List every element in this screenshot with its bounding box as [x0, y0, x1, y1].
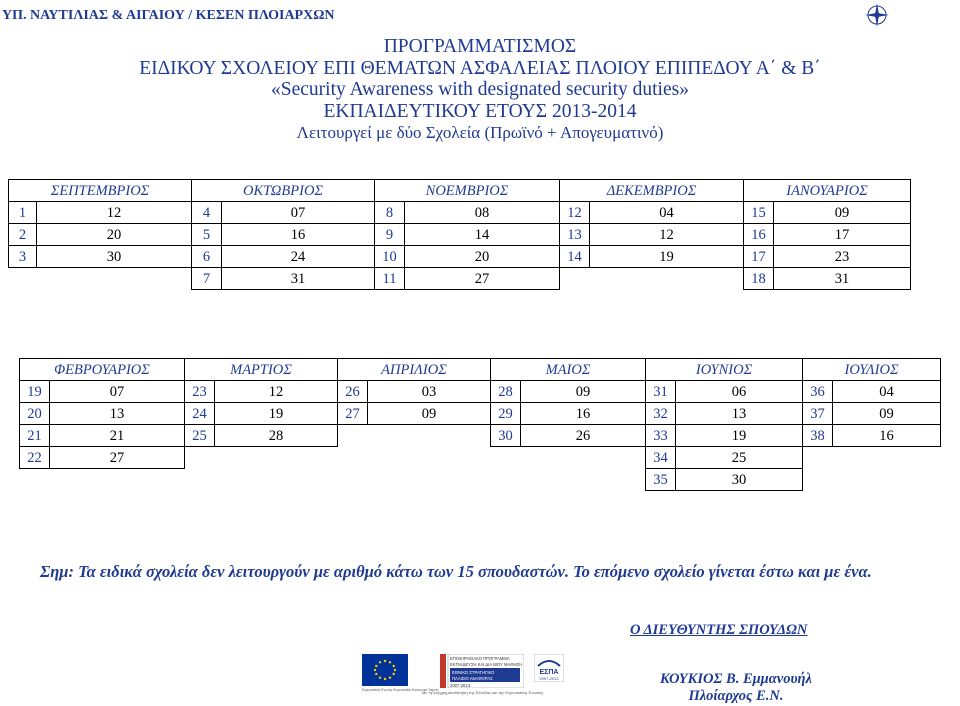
school-number-cell: 31 — [646, 381, 676, 403]
start-date-cell: 28 — [215, 425, 338, 447]
empty-cell — [338, 425, 491, 447]
schedule-table-feb-jul — [19, 358, 941, 491]
table-row — [20, 447, 941, 469]
title-line: ΕΚΠΑΙΔΕΥΤΙΚΟΥ ΕΤΟΥΣ 2013-2014 — [323, 100, 637, 122]
month-header: ΣΕΠΤΕΜΒΡΙΟΣ — [9, 180, 192, 202]
school-number-cell: 29 — [491, 403, 521, 425]
start-date-cell: 09 — [833, 403, 941, 425]
table-row — [9, 202, 911, 224]
month-header: ΙΟΥΛΙΟΣ — [803, 359, 941, 381]
schedule-table-sep-jan — [8, 179, 911, 290]
school-number-cell: 21 — [20, 425, 50, 447]
school-number-cell: 24 — [185, 403, 215, 425]
school-number-cell: 30 — [491, 425, 521, 447]
school-number-cell: 15 — [744, 202, 774, 224]
start-date-cell: 16 — [222, 224, 375, 246]
month-header: ΦΕΒΡΟΥΑΡΙΟΣ — [20, 359, 185, 381]
start-date-cell: 09 — [774, 202, 911, 224]
school-number-cell: 6 — [192, 246, 222, 268]
month-header: ΙΟΥΝΙΟΣ — [646, 359, 803, 381]
month-header: ΑΠΡΙΛΙΟΣ — [338, 359, 491, 381]
programme-line: ΕΘΝΙΚΟ ΣΤΡΑΤΗΓΙΚΟ — [452, 670, 495, 675]
school-number-cell: 17 — [744, 246, 774, 268]
start-date-cell: 25 — [676, 447, 803, 469]
signatory-name: ΚΟΥΚΙΟΣ Β. Εμμανουήλ — [660, 671, 812, 687]
compass-rose-logo-icon — [864, 2, 890, 28]
start-date-cell: 08 — [405, 202, 560, 224]
programme-line: ΕΠΙΧΕΙΡΗΣΙΑΚΟ ΠΡΟΓΡΑΜΜΑ — [450, 656, 510, 661]
start-date-cell: 30 — [676, 469, 803, 491]
start-date-cell: 27 — [50, 447, 185, 469]
start-date-cell: 16 — [521, 403, 646, 425]
title-line: ΠΡΟΓΡΑΜΜΑΤΙΣΜΟΣ — [383, 36, 577, 57]
school-number-cell: 5 — [192, 224, 222, 246]
empty-cell — [20, 469, 646, 491]
start-date-cell: 19 — [215, 403, 338, 425]
empty-cell — [560, 268, 744, 290]
programme-caption: Με τη συγχρηματοδότηση της Ελλάδας και της Ευρωπαϊκής Ένωσης — [422, 690, 544, 695]
start-date-cell: 23 — [774, 246, 911, 268]
footnote: Σημ: Τα ειδικά σχολεία δεν λειτουργούν με αριθμό κάτω των 15 σπουδαστών. Το επόμενο σχολείο γίνεται έστω και με ένα. — [40, 562, 872, 581]
school-number-cell: 10 — [375, 246, 405, 268]
eu-flag-icon — [362, 654, 408, 686]
school-number-cell: 37 — [803, 403, 833, 425]
empty-cell — [803, 447, 941, 469]
school-number-cell: 16 — [744, 224, 774, 246]
signatory-rank: Πλοίαρχος Ε.Ν. — [688, 688, 784, 704]
table-row — [20, 403, 941, 425]
funding-logo-strip — [362, 652, 572, 698]
programme-line: ΠΛΑΙΣΙΟ ΑΝΑΦΟΡΑΣ — [452, 676, 493, 681]
school-number-cell: 28 — [491, 381, 521, 403]
start-date-cell: 17 — [774, 224, 911, 246]
eu-caption: Ευρωπαϊκή Ένωση Ευρωπαϊκό Κοινωνικό Ταμείο — [362, 688, 439, 692]
title-line: «Security Awareness with designated security duties» — [271, 79, 689, 100]
start-date-cell: 04 — [833, 381, 941, 403]
start-date-cell: 04 — [590, 202, 744, 224]
school-number-cell: 36 — [803, 381, 833, 403]
school-number-cell: 20 — [20, 403, 50, 425]
espa-logo-icon — [534, 654, 564, 682]
school-number-cell: 4 — [192, 202, 222, 224]
operational-programme-logo-icon — [440, 654, 524, 688]
school-number-cell: 8 — [375, 202, 405, 224]
school-number-cell: 32 — [646, 403, 676, 425]
school-number-cell: 9 — [375, 224, 405, 246]
school-number-cell: 26 — [338, 381, 368, 403]
start-date-cell: 24 — [222, 246, 375, 268]
start-date-cell: 12 — [37, 202, 192, 224]
table-row — [9, 268, 911, 290]
school-number-cell: 19 — [20, 381, 50, 403]
table-row — [9, 224, 911, 246]
start-date-cell: 12 — [590, 224, 744, 246]
month-header: ΔΕΚΕΜΒΡΙΟΣ — [560, 180, 744, 202]
programme-line: 2007-2013 — [450, 683, 471, 688]
table-row — [20, 381, 941, 403]
ministry-header: ΥΠ. ΝΑΥΤΙΛΙΑΣ & ΑΙΓΑΙΟΥ / ΚΕΣΕΝ ΠΛΟΙΑΡΧΩΝ — [2, 8, 335, 23]
empty-cell — [803, 469, 941, 491]
table-header-row — [20, 359, 941, 381]
start-date-cell: 27 — [405, 268, 560, 290]
start-date-cell: 06 — [676, 381, 803, 403]
month-header: ΜΑΡΤΙΟΣ — [185, 359, 338, 381]
start-date-cell: 31 — [222, 268, 375, 290]
espa-label: ΕΣΠΑ — [539, 669, 559, 676]
school-number-cell: 27 — [338, 403, 368, 425]
start-date-cell: 14 — [405, 224, 560, 246]
start-date-cell: 09 — [521, 381, 646, 403]
school-number-cell: 11 — [375, 268, 405, 290]
school-number-cell: 13 — [560, 224, 590, 246]
start-date-cell: 09 — [368, 403, 491, 425]
month-header: ΝΟΕΜΒΡΙΟΣ — [375, 180, 560, 202]
school-number-cell: 18 — [744, 268, 774, 290]
school-number-cell: 34 — [646, 447, 676, 469]
month-header: ΜΑΙΟΣ — [491, 359, 646, 381]
table-row — [20, 425, 941, 447]
school-number-cell: 25 — [185, 425, 215, 447]
school-number-cell: 2 — [9, 224, 37, 246]
start-date-cell: 20 — [405, 246, 560, 268]
start-date-cell: 26 — [521, 425, 646, 447]
school-number-cell: 23 — [185, 381, 215, 403]
empty-cell — [185, 447, 646, 469]
start-date-cell: 13 — [676, 403, 803, 425]
month-header: ΟΚΤΩΒΡΙΟΣ — [192, 180, 375, 202]
document-title-block — [0, 36, 960, 144]
start-date-cell: 12 — [215, 381, 338, 403]
start-date-cell: 07 — [50, 381, 185, 403]
school-number-cell: 12 — [560, 202, 590, 224]
table-row — [20, 469, 941, 491]
school-number-cell: 22 — [20, 447, 50, 469]
director-title: Ο ΔΙΕΥΘΥΝΤΗΣ ΣΠΟΥΔΩΝ — [630, 622, 808, 638]
month-header: ΙΑΝΟΥΑΡΙΟΣ — [744, 180, 911, 202]
signature-block — [606, 671, 866, 705]
empty-cell — [9, 268, 192, 290]
start-date-cell: 30 — [37, 246, 192, 268]
espa-sub: 2007-2013 — [539, 676, 559, 681]
school-number-cell: 3 — [9, 246, 37, 268]
start-date-cell: 16 — [833, 425, 941, 447]
programme-line: ΕΚΠΑΙΔΕΥΣΗ ΚΑΙ ΔΙΑ ΒΙΟΥ ΜΑΘΗΣΗ — [450, 662, 523, 667]
table-row — [9, 246, 911, 268]
start-date-cell: 07 — [222, 202, 375, 224]
school-number-cell: 38 — [803, 425, 833, 447]
school-number-cell: 35 — [646, 469, 676, 491]
start-date-cell: 03 — [368, 381, 491, 403]
school-number-cell: 33 — [646, 425, 676, 447]
school-number-cell: 1 — [9, 202, 37, 224]
title-line: ΕΙΔΙΚΟΥ ΣΧΟΛΕΙΟΥ ΕΠΙ ΘΕΜΑΤΩΝ ΑΣΦΑΛΕΙΑΣ ΠΛΟΙΟΥ ΕΠΙΠΕΔΟΥ Α΄ & Β΄ — [139, 57, 821, 79]
school-number-cell: 14 — [560, 246, 590, 268]
start-date-cell: 31 — [774, 268, 911, 290]
school-number-cell: 7 — [192, 268, 222, 290]
start-date-cell: 13 — [50, 403, 185, 425]
table-header-row — [9, 180, 911, 202]
start-date-cell: 21 — [50, 425, 185, 447]
start-date-cell: 19 — [676, 425, 803, 447]
title-line: Λειτουργεί με δύο Σχολεία (Πρωϊνό + Απογευματινό) — [296, 123, 664, 142]
start-date-cell: 20 — [37, 224, 192, 246]
start-date-cell: 19 — [590, 246, 744, 268]
